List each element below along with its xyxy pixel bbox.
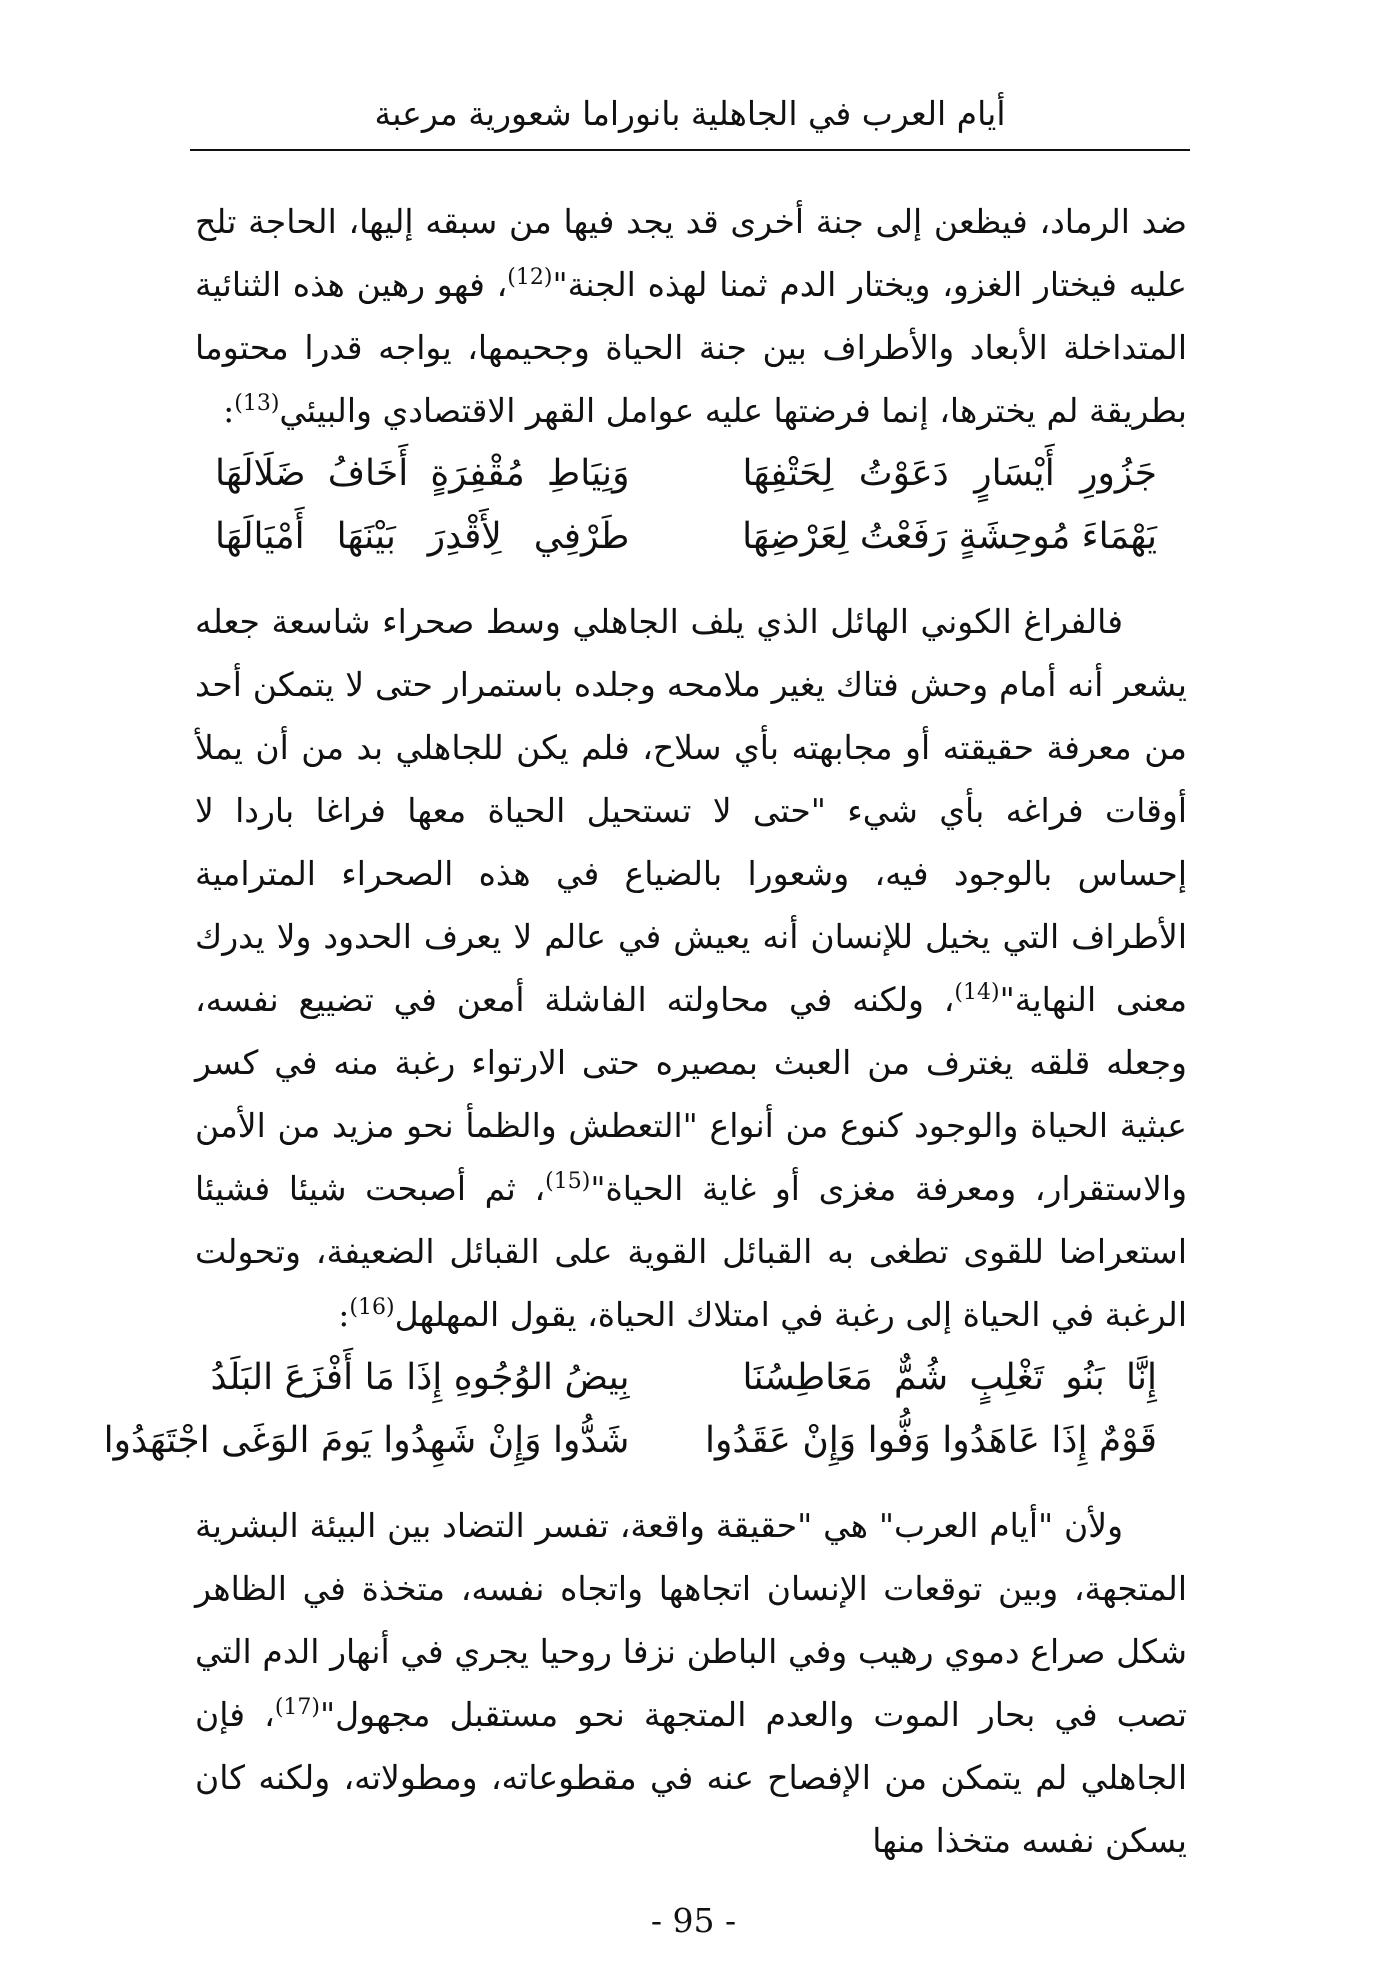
paragraph-3 — [195, 1494, 1187, 1872]
verse-line — [195, 505, 1187, 568]
verse-block-2 — [103, 1346, 1187, 1472]
footnote-ref-16[interactable]: (16) — [349, 1295, 395, 1320]
running-header: أيام العرب في الجاهلية بانوراما شعورية مرعبة — [374, 94, 1006, 133]
footnote-ref-15[interactable]: (15) — [545, 1169, 591, 1194]
paragraph-1-text-c: : — [223, 391, 235, 430]
footnote-ref-13[interactable]: (13) — [234, 391, 280, 416]
verse-second-hemistich: شَدُّوا وَإِنْ شَهِدُوا يَومَ الوَغَى اجْتَهَدُوا — [103, 1420, 630, 1461]
paragraph-2-text-c: ، ثم أصبحت شيئا فشيئا استعراضا للقوى تطغى به القبائل القوية على القبائل الضعيفة، وتحولت الرغبة في الحياة إلى رغبة في امتلاك الحياة، يقول المهلهل — [195, 1169, 1187, 1334]
verse-block-1 — [195, 442, 1187, 568]
verse-line — [195, 442, 1187, 505]
paragraph-2 — [195, 590, 1187, 1346]
spacer — [195, 1472, 1187, 1494]
verse-second-hemistich: بِيضُ الوُجُوهِ إِذَا مَا أَفْزَعَ البَلَدُ — [210, 1357, 630, 1398]
verse-line — [103, 1409, 1187, 1472]
paragraph-1-text-a: ضد الرماد، فيظعن إلى جنة أخرى قد يجد فيها من سبقه إليها، الحاجة تلح عليه فيختار الغزو، ويختار الدم ثمنا لهذه الجنة" — [195, 202, 1187, 304]
paragraph-1 — [195, 190, 1187, 442]
paragraph-3-text-a: ولأن "أيام العرب" هي "حقيقة واقعة، تفسر التضاد بين البيئة البشرية المتجهة، وبين توقعات الإنسان اتجاهها واتجاه نفسه، متخذة في الظاهر شكل صراع دموي رهيب وفي الباطن نزفا روحيا يجري في أنهار الدم التي تصب في بحار الموت والعدم المتجهة نحو مستقبل مجهول" — [195, 1506, 1187, 1734]
verse-second-hemistich: وَنِيَاطِ مُقْفِرَةٍ أَخَافُ ضَلَالَهَا — [215, 453, 630, 494]
page-body — [103, 190, 1188, 1872]
footnote-ref-17[interactable]: (17) — [274, 1695, 320, 1720]
verse-first-hemistich: قَوْمٌ إِذَا عَاهَدُوا وَفُّوا وَإِنْ عَقَدُوا — [704, 1420, 1157, 1461]
verse-first-hemistich: جَزُورِ أَيْسَارٍ دَعَوْتُ لِحَتْفِهَا — [742, 453, 1157, 494]
spacer — [195, 568, 1187, 590]
header-divider — [190, 149, 1190, 151]
verse-first-hemistich: إِنَّا بَنُو تَغْلِبٍ شُمٌّ مَعَاطِسُنَا — [742, 1357, 1157, 1398]
footnote-ref-12[interactable]: (12) — [507, 265, 553, 290]
page-number: - 95 - — [650, 1901, 737, 1940]
paragraph-1-text-b: ، فهو رهين هذه الثنائية المتداخلة الأبعاد والأطراف بين جنة الحياة وجحيمها، يواجه قدرا محتوما بطريقة لم يخترها، إنما فرضتها عليه عوامل القهر الاقتصادي والبيئي — [195, 265, 1187, 430]
footnote-ref-14[interactable]: (14) — [954, 980, 1000, 1005]
verse-first-hemistich: يَهْمَاءَ مُوحِشَةٍ رَفَعْتُ لِعَرْضِهَا — [742, 516, 1157, 557]
paragraph-2-text-b: ، ولكنه في محاولته الفاشلة أمعن في تضييع نفسه، وجعله قلقه يغترف من العبث بمصيره حتى الارتواء رغبة منه في كسر عبثية الحياة والوجود كنوع من أنواع "التعطش والظمأ نحو مزيد من الأمن والاستقرار، ومعرفة مغزى أو غاية الحياة" — [195, 980, 1188, 1208]
verse-line — [195, 1346, 1187, 1409]
paragraph-2-text-d: : — [338, 1295, 350, 1334]
verse-second-hemistich: طَرْفِي لِأَقْدِرَ بَيْنَهَا أَمْيَالَهَا — [215, 516, 630, 557]
paragraph-2-text-a: فالفراغ الكوني الهائل الذي يلف الجاهلي وسط صحراء شاسعة جعله يشعر أنه أمام وحش فتاك يغير ملامحه وجلده باستمرار حتى لا يتمكن أحد من معرفة حقيقته أو مجابهته بأي سلاح، فلم يكن للجاهلي بد من أن يملأ أوقات فراغه بأي شيء "حتى لا تستحيل الحياة معها فراغا باردا لا إحساس بالوجود فيه، وشعورا بالضياع في هذه الصحراء المترامية الأطراف التي يخيل للإنسان أنه يعيش في عالم لا يعرف الحدود ولا يدرك معنى النهاية" — [195, 602, 1187, 1019]
paragraph-3-text-b: ، فإن الجاهلي لم يتمكن من الإفصاح عنه في مقطوعاته، ومطولاته، ولكنه كان يسكن نفسه متخذا منها — [195, 1695, 1187, 1860]
